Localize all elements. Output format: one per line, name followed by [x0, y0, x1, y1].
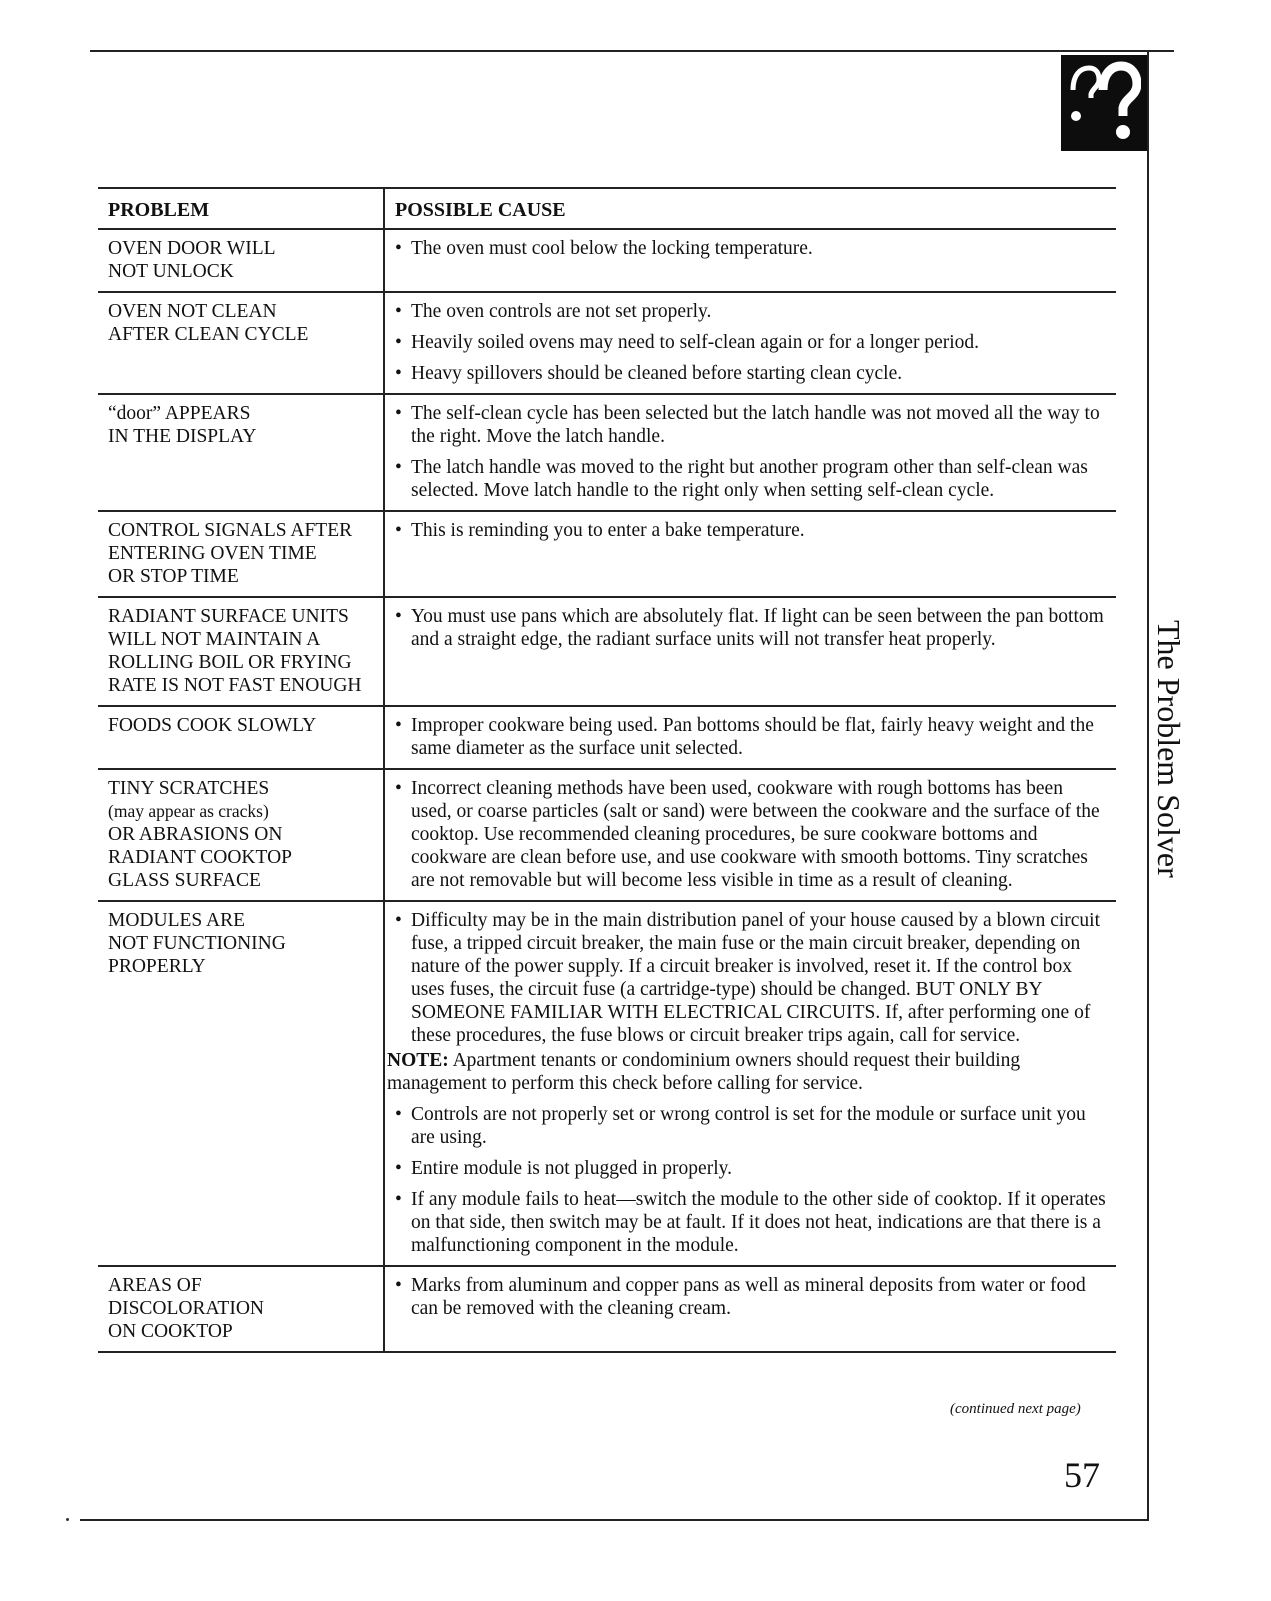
problem-line: NOT UNLOCK — [108, 261, 234, 282]
problem-line: WILL NOT MAINTAIN A — [108, 629, 321, 650]
top-rule — [90, 50, 1174, 52]
table-row — [98, 901, 1116, 1266]
cause-item: • Heavily soiled ovens may need to self-clean again or for a longer period. — [395, 331, 1106, 354]
problem-cell — [98, 229, 384, 292]
cause-item: • Heavy spillovers should be cleaned before starting clean cycle. — [395, 362, 1106, 385]
problem-line: RADIANT SURFACE UNITS — [108, 606, 349, 627]
right-margin-rule — [1147, 50, 1149, 1520]
table-row — [98, 292, 1116, 394]
problem-cell — [98, 706, 384, 769]
problem-line: RATE IS NOT FAST ENOUGH — [108, 675, 362, 696]
problem-cell — [98, 511, 384, 597]
problem-line: “door” APPEARS — [108, 403, 251, 424]
column-header-cause: POSSIBLE CAUSE — [384, 188, 1116, 229]
table-row — [98, 511, 1116, 597]
problem-line: ENTERING OVEN TIME — [108, 543, 317, 564]
problem-line: FOODS COOK SLOWLY — [108, 715, 317, 736]
problem-line: MODULES ARE — [108, 910, 246, 931]
cause-item: • The oven must cool below the locking temperature. — [395, 237, 1106, 260]
cause-item: • You must use pans which are absolutely flat. If light can be seen between the pan bottom and a straight edge, the radiant surface units will not transfer heat properly. — [395, 605, 1106, 651]
cause-item: • If any module fails to heat—switch the module to the other side of cooktop. If it operates on that side, then switch may be at fault. If it does not heat, indications are that there is a malfunctioning component in the module. — [395, 1188, 1106, 1257]
problem-line: TINY SCRATCHES — [108, 778, 270, 799]
problem-line: OVEN NOT CLEAN — [108, 301, 277, 322]
problem-line: IN THE DISPLAY — [108, 426, 257, 447]
problem-line: ON COOKTOP — [108, 1321, 233, 1342]
problem-cell — [98, 1266, 384, 1352]
problem-line: PROPERLY — [108, 956, 206, 977]
problem-line: OVEN DOOR WILL — [108, 238, 276, 259]
problem-line: ROLLING BOIL OR FRYING — [108, 652, 352, 673]
cause-cell — [384, 292, 1116, 394]
problem-line: OR STOP TIME — [108, 566, 239, 587]
problem-line: CONTROL SIGNALS AFTER — [108, 520, 353, 541]
bottom-rule — [80, 1519, 1149, 1521]
table-row — [98, 394, 1116, 511]
problem-cell — [98, 394, 384, 511]
table-row — [98, 769, 1116, 901]
page-number: 57 — [1064, 1455, 1100, 1495]
cause-item: • Controls are not properly set or wrong control is set for the module or surface unit you are using. — [395, 1103, 1106, 1149]
table-row — [98, 1266, 1116, 1352]
cause-cell — [384, 511, 1116, 597]
cause-cell — [384, 769, 1116, 901]
note-text: Apartment tenants or condominium owners should request their building management to perform this check before calling for service. — [387, 1050, 1021, 1094]
cause-item: • This is reminding you to enter a bake temperature. — [395, 519, 1106, 542]
cause-item: • The self-clean cycle has been selected but the latch handle was not moved all the way to the right. Move the latch handle. — [395, 402, 1106, 448]
problem-line: NOT FUNCTIONING — [108, 933, 286, 954]
table-row — [98, 706, 1116, 769]
problem-line: RADIANT COOKTOP — [108, 847, 293, 868]
note-paragraph — [387, 1049, 1106, 1095]
problem-line: AFTER CLEAN CYCLE — [108, 324, 309, 345]
cause-item: • The latch handle was moved to the right but another program other than self-clean was selected. Move latch handle to the right only when setting self-clean cycle. — [395, 456, 1106, 502]
continued-note: (continued next page) — [950, 1401, 1081, 1417]
problem-line: AREAS OF — [108, 1275, 202, 1296]
cause-item: • The oven controls are not set properly. — [395, 300, 1106, 323]
cause-item: • Improper cookware being used. Pan bottoms should be flat, fairly heavy weight and the same diameter as the surface unit selected. — [395, 714, 1106, 760]
problem-cell — [98, 292, 384, 394]
cause-item: • Entire module is not plugged in properly. — [395, 1157, 1106, 1180]
table-row — [98, 229, 1116, 292]
cause-cell — [384, 901, 1116, 1266]
problem-line: GLASS SURFACE — [108, 870, 261, 891]
cause-cell — [384, 706, 1116, 769]
cause-item: • Difficulty may be in the main distribution panel of your house caused by a blown circuit fuse, a tripped circuit breaker, the main fuse or the main circuit breaker, depending on nature of the power supply. If a circuit breaker is involved, reset it. If the control box uses fuses, the circuit fuse (a cartridge-type) should be changed. BUT ONLY BY SOMEONE FAMILIAR WITH ELECTRICAL CIRCUITS. If, after performing one of these procedures, the fuse blows or circuit breaker trips again, call for service. — [395, 909, 1106, 1047]
problem-cell — [98, 901, 384, 1266]
cause-item: • Incorrect cleaning methods have been used, cookware with rough bottoms has been used, or coarse particles (salt or sand) were between the cookware and the surface of the cooktop. Use recommended cleaning procedures, be sure cookware bottoms and cookware are clean before use, and use cookware with smooth bottoms. Tiny scratches are not removable but will become less visible in time as a result of cleaning. — [395, 777, 1106, 892]
column-header-problem: PROBLEM — [98, 188, 384, 229]
question-mark-icon — [1061, 55, 1147, 151]
cause-cell — [384, 597, 1116, 706]
note-label: NOTE: — [387, 1050, 449, 1071]
troubleshooting-table — [98, 187, 1116, 1353]
cause-cell — [384, 229, 1116, 292]
stray-mark — [66, 1518, 69, 1521]
cause-item: • Marks from aluminum and copper pans as well as mineral deposits from water or food can be removed with the cleaning cream. — [395, 1274, 1106, 1320]
problem-line: OR ABRASIONS ON — [108, 824, 283, 845]
side-section-title: The Problem Solver — [1151, 620, 1187, 878]
problem-cell — [98, 769, 384, 901]
table-row — [98, 597, 1116, 706]
table-header-row — [98, 188, 1116, 229]
cause-cell — [384, 394, 1116, 511]
problem-line: (may appear as cracks) — [108, 801, 269, 821]
cause-cell — [384, 1266, 1116, 1352]
problem-cell — [98, 597, 384, 706]
problem-line: DISCOLORATION — [108, 1298, 264, 1319]
